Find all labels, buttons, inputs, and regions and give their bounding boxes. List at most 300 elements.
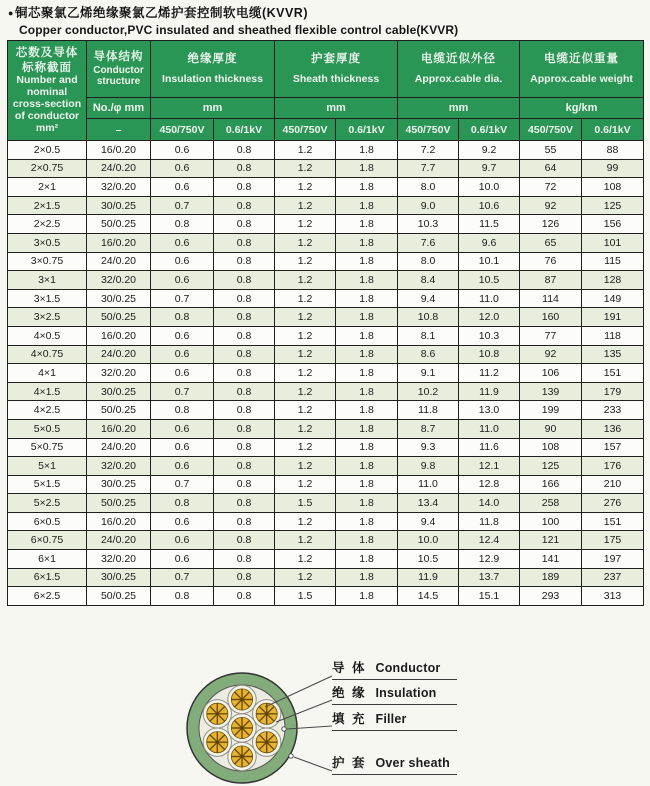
label-en: Conductor (375, 661, 441, 675)
cell-value: 156 (582, 215, 644, 234)
cell-value: 0.6 (151, 364, 214, 383)
cell-value: 12.4 (459, 531, 520, 550)
table-row (8, 438, 644, 457)
cell-value: 1.8 (336, 233, 398, 252)
pointer-dot-sheath (289, 754, 293, 758)
cell-value: 1.8 (336, 326, 398, 345)
table-row (8, 401, 644, 420)
cell-value: 9.4 (398, 289, 459, 308)
cell-value: 50/0.25 (87, 401, 151, 420)
cable-cross-section-diagram (0, 628, 650, 786)
table-row (8, 159, 644, 178)
cell-value: 157 (582, 438, 644, 457)
cell-value: 1.2 (275, 159, 336, 178)
cell-value: 0.6 (151, 252, 214, 271)
cell-value: 1.2 (275, 345, 336, 364)
cell-value: 1.8 (336, 252, 398, 271)
cell-value: 8.1 (398, 326, 459, 345)
table-row (8, 475, 644, 494)
cell-value: 64 (520, 159, 582, 178)
cell-value: 106 (520, 364, 582, 383)
conductor-strand (228, 714, 256, 742)
table-row (8, 382, 644, 401)
cell-value: 0.8 (214, 550, 275, 569)
voltage-header: 450/750V (398, 119, 459, 141)
cell-value: 0.6 (151, 457, 214, 476)
column-header-conductor-structure: 导体结构 Conductor structure (87, 41, 151, 98)
label-zh: 护 套 (332, 756, 367, 770)
cell-value: 14.5 (398, 587, 459, 606)
cell-value: 1.2 (275, 308, 336, 327)
cell-value: 1.8 (336, 494, 398, 513)
cell-value: 0.6 (151, 345, 214, 364)
cell-value: 149 (582, 289, 644, 308)
cell-value: 10.8 (459, 345, 520, 364)
cell-value: 166 (520, 475, 582, 494)
cell-value: 50/0.25 (87, 215, 151, 234)
conductor-strand (253, 700, 281, 728)
cell-spec: 6×1.5 (8, 568, 87, 587)
cell-value: 1.8 (336, 438, 398, 457)
cell-value: 0.8 (214, 512, 275, 531)
cell-value: 0.8 (151, 308, 214, 327)
cell-spec: 5×1 (8, 457, 87, 476)
cell-value: 88 (582, 141, 644, 160)
table-row (8, 308, 644, 327)
cell-value: 1.8 (336, 550, 398, 569)
diagram-label-insulation (332, 683, 457, 705)
voltage-header: 0.6/1kV (582, 119, 644, 141)
cell-value: 0.8 (214, 494, 275, 513)
cell-value: 1.8 (336, 289, 398, 308)
cell-value: 1.2 (275, 289, 336, 308)
bullet-icon: ● (8, 8, 14, 18)
spec-table (7, 40, 644, 606)
cell-value: 0.8 (151, 494, 214, 513)
cell-value: 10.5 (398, 550, 459, 569)
cell-value: 199 (520, 401, 582, 420)
cell-value: 1.8 (336, 308, 398, 327)
cell-value: 1.2 (275, 233, 336, 252)
cell-value: 9.1 (398, 364, 459, 383)
cell-value: 197 (582, 550, 644, 569)
cell-value: 293 (520, 587, 582, 606)
cell-value: 0.8 (151, 401, 214, 420)
cell-value: 189 (520, 568, 582, 587)
cell-value: 10.2 (398, 382, 459, 401)
cell-value: 9.8 (398, 457, 459, 476)
cell-value: 179 (582, 382, 644, 401)
cell-value: 1.2 (275, 568, 336, 587)
cell-value: 9.4 (398, 512, 459, 531)
cell-value: 72 (520, 178, 582, 197)
cell-value: 11.8 (459, 512, 520, 531)
cell-value: 258 (520, 494, 582, 513)
cell-value: 11.2 (459, 364, 520, 383)
cell-value: 16/0.20 (87, 141, 151, 160)
cell-value: 16/0.20 (87, 233, 151, 252)
cell-value: 1.8 (336, 345, 398, 364)
cell-value: 7.2 (398, 141, 459, 160)
group-header-sheath-thickness: 护套厚度 Sheath thickness (275, 41, 398, 98)
cell-value: 32/0.20 (87, 457, 151, 476)
cell-value: 12.1 (459, 457, 520, 476)
cell-value: 1.8 (336, 271, 398, 290)
unit-header-weight: kg/km (520, 98, 644, 119)
cell-value: 24/0.20 (87, 159, 151, 178)
cell-value: 0.8 (214, 215, 275, 234)
cell-value: 0.8 (214, 233, 275, 252)
cell-value: 11.6 (459, 438, 520, 457)
cell-spec: 2×2.5 (8, 215, 87, 234)
table-row (8, 494, 644, 513)
cell-value: 0.6 (151, 550, 214, 569)
cell-value: 30/0.25 (87, 382, 151, 401)
cell-value: 0.8 (151, 215, 214, 234)
cell-value: 0.6 (151, 233, 214, 252)
cell-value: 1.2 (275, 401, 336, 420)
diagram-label-over-sheath (332, 753, 457, 775)
table-row (8, 178, 644, 197)
group-header-cable-diameter: 电缆近似外径 Approx.cable dia. (398, 41, 520, 98)
cell-value: 0.8 (214, 178, 275, 197)
pointer-dot-filler (282, 727, 286, 731)
cell-value: 12.8 (459, 475, 520, 494)
cell-spec: 3×0.5 (8, 233, 87, 252)
cell-spec: 6×2.5 (8, 587, 87, 606)
label-zh: 填 充 (332, 712, 367, 726)
cell-value: 1.8 (336, 475, 398, 494)
cell-value: 0.8 (214, 196, 275, 215)
cell-value: 1.8 (336, 159, 398, 178)
cell-value: 0.8 (214, 568, 275, 587)
table-row (8, 141, 644, 160)
cell-spec: 3×1 (8, 271, 87, 290)
cell-value: 1.8 (336, 364, 398, 383)
cell-value: 0.8 (214, 401, 275, 420)
cell-value: 30/0.25 (87, 289, 151, 308)
cell-value: 233 (582, 401, 644, 420)
cell-value: 11.0 (459, 289, 520, 308)
cell-value: 7.7 (398, 159, 459, 178)
cell-value: 11.9 (459, 382, 520, 401)
cell-value: 0.6 (151, 326, 214, 345)
cell-value: 32/0.20 (87, 271, 151, 290)
label-zh: 导 体 (332, 661, 367, 675)
spec-table-header (8, 41, 644, 141)
voltage-header: 0.6/1kV (336, 119, 398, 141)
cell-spec: 5×0.5 (8, 419, 87, 438)
cell-value: 10.8 (398, 308, 459, 327)
table-row (8, 512, 644, 531)
table-row (8, 233, 644, 252)
cell-value: 0.8 (214, 345, 275, 364)
cell-value: 9.2 (459, 141, 520, 160)
cell-value: 13.7 (459, 568, 520, 587)
cell-value: 10.3 (459, 326, 520, 345)
table-row (8, 215, 644, 234)
cell-value: 0.8 (214, 364, 275, 383)
cell-spec: 3×2.5 (8, 308, 87, 327)
voltage-header: 450/750V (151, 119, 214, 141)
cell-value: 1.8 (336, 587, 398, 606)
cell-value: 0.8 (214, 326, 275, 345)
cell-value: 1.8 (336, 215, 398, 234)
cell-value: 1.2 (275, 419, 336, 438)
unit-header-sheath: mm (275, 98, 398, 119)
unit-header-diameter: mm (398, 98, 520, 119)
cell-value: 115 (582, 252, 644, 271)
table-row (8, 252, 644, 271)
cell-value: 65 (520, 233, 582, 252)
title-block (8, 3, 458, 37)
cell-value: 135 (582, 345, 644, 364)
cell-spec: 6×1 (8, 550, 87, 569)
cell-value: 8.0 (398, 252, 459, 271)
cell-value: 0.8 (214, 382, 275, 401)
cell-value: 0.8 (151, 587, 214, 606)
cell-spec: 5×1.5 (8, 475, 87, 494)
cell-value: 16/0.20 (87, 512, 151, 531)
cell-spec: 2×1.5 (8, 196, 87, 215)
cell-value: 1.8 (336, 568, 398, 587)
cell-value: 0.8 (214, 141, 275, 160)
unit-header-insulation: mm (151, 98, 275, 119)
cell-value: 13.0 (459, 401, 520, 420)
cell-value: 10.1 (459, 252, 520, 271)
cell-value: 13.4 (398, 494, 459, 513)
cell-value: 0.6 (151, 178, 214, 197)
cell-value: 0.7 (151, 382, 214, 401)
cell-value: 1.2 (275, 550, 336, 569)
cell-value: 313 (582, 587, 644, 606)
cell-value: 0.7 (151, 475, 214, 494)
cell-value: 7.6 (398, 233, 459, 252)
group-header-cable-weight: 电缆近似重量 Approx.cable weight (520, 41, 644, 98)
cell-value: 176 (582, 457, 644, 476)
cell-value: 0.7 (151, 196, 214, 215)
cell-value: 118 (582, 326, 644, 345)
cell-spec: 4×1 (8, 364, 87, 383)
cell-value: 30/0.25 (87, 196, 151, 215)
cell-value: 9.7 (459, 159, 520, 178)
column-header-cross-section: 芯数及导体 标称截面 Number and nominal cross-section of conductor mm² (8, 41, 87, 141)
cell-value: 92 (520, 196, 582, 215)
cell-value: 1.2 (275, 438, 336, 457)
cell-spec: 6×0.5 (8, 512, 87, 531)
cell-value: 1.8 (336, 178, 398, 197)
cell-value: 10.0 (398, 531, 459, 550)
cell-value: 1.2 (275, 178, 336, 197)
cell-value: 0.6 (151, 141, 214, 160)
cell-value: 0.6 (151, 531, 214, 550)
cell-value: 99 (582, 159, 644, 178)
cell-value: 24/0.20 (87, 252, 151, 271)
cell-value: 121 (520, 531, 582, 550)
cell-value: 0.8 (214, 271, 275, 290)
cell-value: 1.2 (275, 252, 336, 271)
table-row (8, 326, 644, 345)
label-zh: 绝 缘 (332, 686, 367, 700)
cell-value: 14.0 (459, 494, 520, 513)
cell-spec: 2×1 (8, 178, 87, 197)
unit-header-conductor: No./φ mm (87, 98, 151, 119)
cell-value: 1.8 (336, 196, 398, 215)
cell-value: 9.3 (398, 438, 459, 457)
cell-value: 151 (582, 364, 644, 383)
cell-value: 0.8 (214, 457, 275, 476)
cell-value: 32/0.20 (87, 178, 151, 197)
cell-value: 139 (520, 382, 582, 401)
cell-value: 108 (582, 178, 644, 197)
label-en: Over sheath (375, 756, 450, 770)
cell-value: 1.2 (275, 531, 336, 550)
table-row (8, 419, 644, 438)
voltage-header: 450/750V (520, 119, 582, 141)
page-title-en: Copper conductor,PVC insulated and sheathed flexible control cable(KVVR) (19, 23, 459, 37)
cell-value: 276 (582, 494, 644, 513)
cell-spec: 2×0.75 (8, 159, 87, 178)
cell-value: 92 (520, 345, 582, 364)
cell-value: 1.2 (275, 475, 336, 494)
cell-value: 12.9 (459, 550, 520, 569)
cell-value: 10.0 (459, 178, 520, 197)
cell-value: 1.2 (275, 141, 336, 160)
cell-spec: 4×0.75 (8, 345, 87, 364)
cell-value: 191 (582, 308, 644, 327)
cell-value: 8.6 (398, 345, 459, 364)
cell-value: 55 (520, 141, 582, 160)
label-en: Filler (375, 712, 407, 726)
cell-value: 0.8 (214, 252, 275, 271)
cell-value: 101 (582, 233, 644, 252)
cell-value: 11.0 (459, 419, 520, 438)
cell-value: 76 (520, 252, 582, 271)
cell-value: 1.8 (336, 419, 398, 438)
cell-value: 160 (520, 308, 582, 327)
cell-value: 15.1 (459, 587, 520, 606)
cell-value: 0.8 (214, 289, 275, 308)
cell-value: 10.6 (459, 196, 520, 215)
cell-spec: 3×0.75 (8, 252, 87, 271)
cell-value: 1.2 (275, 364, 336, 383)
diagram-label-conductor (332, 658, 457, 680)
group-header-insulation-thickness: 绝缘厚度 Insulation thickness (151, 41, 275, 98)
table-row (8, 550, 644, 569)
cell-value: 16/0.20 (87, 326, 151, 345)
cell-value: 50/0.25 (87, 587, 151, 606)
table-row (8, 345, 644, 364)
cell-value: 210 (582, 475, 644, 494)
cell-value: 1.8 (336, 382, 398, 401)
cell-value: 114 (520, 289, 582, 308)
cell-spec: 6×0.75 (8, 531, 87, 550)
cell-value: 0.6 (151, 438, 214, 457)
voltage-header: 0.6/1kV (459, 119, 520, 141)
cell-value: 237 (582, 568, 644, 587)
cell-value: 1.8 (336, 512, 398, 531)
table-row (8, 289, 644, 308)
cell-spec: 5×0.75 (8, 438, 87, 457)
cell-value: 0.7 (151, 568, 214, 587)
cell-value: 141 (520, 550, 582, 569)
cell-value: 16/0.20 (87, 419, 151, 438)
table-row (8, 271, 644, 290)
table-row (8, 364, 644, 383)
cell-value: 50/0.25 (87, 494, 151, 513)
cell-value: 100 (520, 512, 582, 531)
table-row (8, 196, 644, 215)
cell-value: 128 (582, 271, 644, 290)
cell-value: 11.5 (459, 215, 520, 234)
conductor-strand (228, 742, 256, 770)
cell-value: 1.2 (275, 512, 336, 531)
cell-value: 0.8 (214, 419, 275, 438)
cell-value: 0.8 (214, 159, 275, 178)
cell-value: 0.6 (151, 419, 214, 438)
pointer-line-sheath (294, 757, 332, 771)
cell-value: 0.8 (214, 587, 275, 606)
cell-value: 108 (520, 438, 582, 457)
cell-value: 125 (520, 457, 582, 476)
conductor-strand (228, 685, 256, 713)
cell-value: 77 (520, 326, 582, 345)
spec-table-body (8, 141, 644, 606)
cell-spec: 2×0.5 (8, 141, 87, 160)
cell-value: 11.0 (398, 475, 459, 494)
dash-header: – (87, 119, 151, 141)
cell-value: 24/0.20 (87, 345, 151, 364)
cell-spec: 4×1.5 (8, 382, 87, 401)
table-row (8, 457, 644, 476)
cell-value: 1.2 (275, 196, 336, 215)
cell-value: 126 (520, 215, 582, 234)
cell-value: 1.2 (275, 382, 336, 401)
cell-value: 175 (582, 531, 644, 550)
cell-value: 10.5 (459, 271, 520, 290)
cell-value: 9.0 (398, 196, 459, 215)
cell-value: 0.8 (214, 531, 275, 550)
cell-value: 32/0.20 (87, 364, 151, 383)
cell-spec: 4×0.5 (8, 326, 87, 345)
cell-spec: 5×2.5 (8, 494, 87, 513)
cell-value: 8.0 (398, 178, 459, 197)
cell-value: 0.6 (151, 271, 214, 290)
label-en: Insulation (375, 686, 437, 700)
cell-value: 1.8 (336, 141, 398, 160)
table-row (8, 587, 644, 606)
conductor-strand (253, 728, 281, 756)
cell-value: 30/0.25 (87, 568, 151, 587)
page-title-zh: ●铜芯聚氯乙烯绝缘聚氯乙烯护套控制软电缆(KVVR) (8, 6, 308, 20)
cell-value: 8.7 (398, 419, 459, 438)
cell-value: 12.0 (459, 308, 520, 327)
cell-value: 1.8 (336, 457, 398, 476)
cell-value: 11.8 (398, 401, 459, 420)
cell-value: 0.8 (214, 475, 275, 494)
cell-value: 0.6 (151, 159, 214, 178)
cell-value: 136 (582, 419, 644, 438)
cell-value: 32/0.20 (87, 550, 151, 569)
cell-value: 30/0.25 (87, 475, 151, 494)
cell-value: 87 (520, 271, 582, 290)
cell-value: 125 (582, 196, 644, 215)
cell-value: 50/0.25 (87, 308, 151, 327)
cell-value: 1.8 (336, 401, 398, 420)
voltage-header: 0.6/1kV (214, 119, 275, 141)
cell-value: 1.2 (275, 457, 336, 476)
cell-value: 0.7 (151, 289, 214, 308)
